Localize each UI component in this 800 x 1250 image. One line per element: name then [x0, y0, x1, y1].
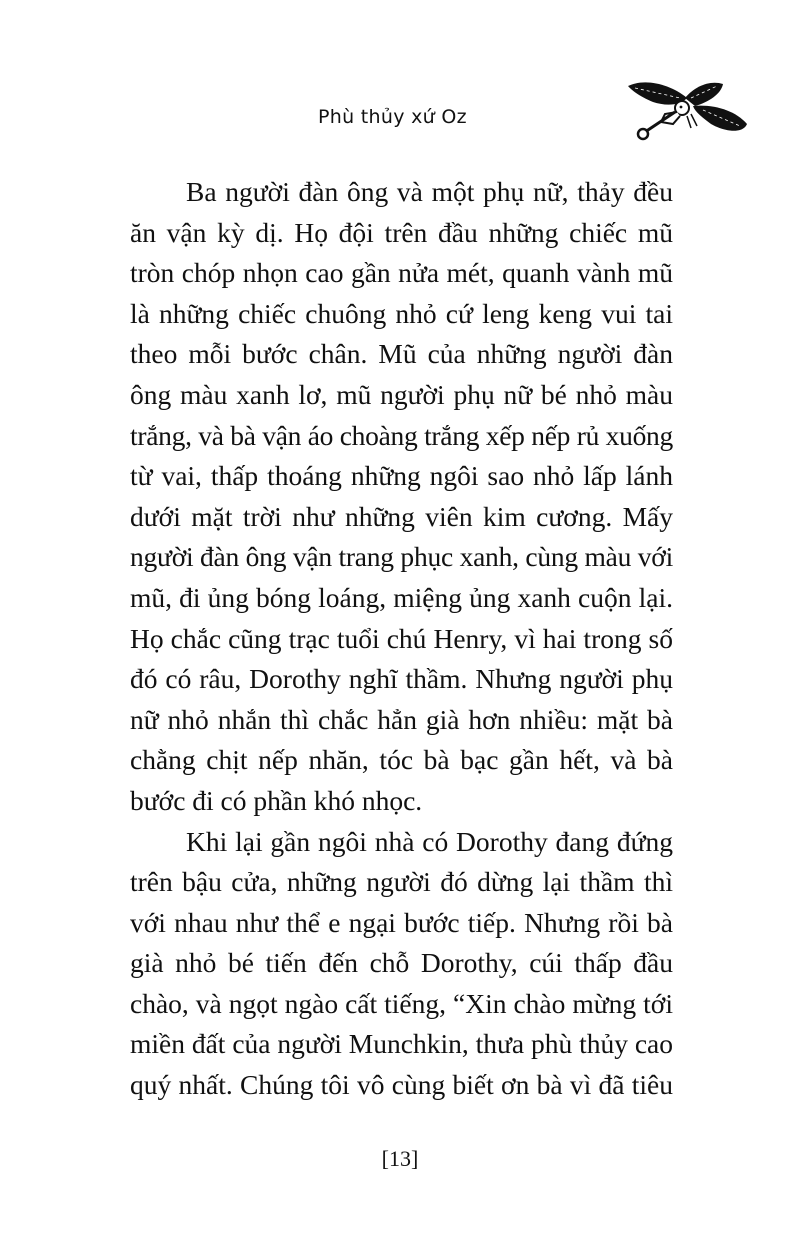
text-line: ông màu xanh lơ, mũ người phụ nữ bé nhỏ màu: [130, 378, 673, 410]
text-line: chằng chịt nếp nhăn, tóc bà bạc gần hết, và bà: [130, 744, 673, 776]
text-line: miền đất của người Munchkin, thưa phù thủy cao: [130, 1028, 673, 1060]
text-line: là những chiếc chuông nhỏ cứ leng keng vui tai: [130, 297, 673, 329]
text-line: bước đi có phần khó nhọc.: [130, 784, 423, 816]
paragraph: [130, 172, 673, 822]
text-line: nữ nhỏ nhắn thì chắc hẳn già hơn nhiều: mặt bà: [130, 703, 673, 735]
text-line: dưới mặt trời như những viên kim cương. Mấy: [130, 500, 673, 532]
text-line: với nhau như thể e ngại bước tiếp. Nhưng rồi bà: [130, 906, 673, 938]
winged-insect-with-trumpet-icon: [625, 76, 750, 144]
text-line: mũ, đi ủng bóng loáng, miệng ủng xanh cuộn lại.: [130, 581, 673, 613]
text-line: từ vai, thấp thoáng những ngôi sao nhỏ lấp lánh: [130, 460, 673, 492]
page-number: [13]: [381, 1146, 419, 1171]
text-line: người đàn ông vận trang phục xanh, cùng màu với: [130, 541, 673, 573]
text-line: tròn chóp nhọn cao gần nửa mét, quanh vành mũ: [130, 257, 673, 289]
text-line: đó có râu, Dorothy nghĩ thầm. Nhưng người phụ: [130, 663, 673, 695]
text-line: Ba người đàn ông và một phụ nữ, thảy đều: [186, 176, 673, 207]
text-line: Họ chắc cũng trạc tuổi chú Henry, vì hai trong số: [130, 622, 673, 654]
text-line: trắng, và bà vận áo choàng trắng xếp nếp rủ xuống: [130, 419, 673, 451]
running-header-title: Phù thủy xứ Oz: [318, 106, 467, 128]
text-line: già nhỏ bé tiến đến chỗ Dorothy, cúi thấp đầu: [130, 947, 673, 979]
text-line: theo mỗi bước chân. Mũ của những người đàn: [130, 338, 673, 370]
paragraph: [130, 822, 673, 1106]
text-line: chào, và ngọt ngào cất tiếng, “Xin chào mừng tới: [130, 987, 673, 1019]
text-line: trên bậu cửa, những người đó dừng lại thầm thì: [130, 866, 673, 898]
text-line: Khi lại gần ngôi nhà có Dorothy đang đứng: [186, 825, 673, 857]
text-line: quý nhất. Chúng tôi vô cùng biết ơn bà vì đã tiêu: [130, 1069, 673, 1101]
text-line: ăn vận kỳ dị. Họ đội trên đầu những chiếc mũ: [130, 216, 673, 248]
body-text: [130, 172, 673, 1106]
